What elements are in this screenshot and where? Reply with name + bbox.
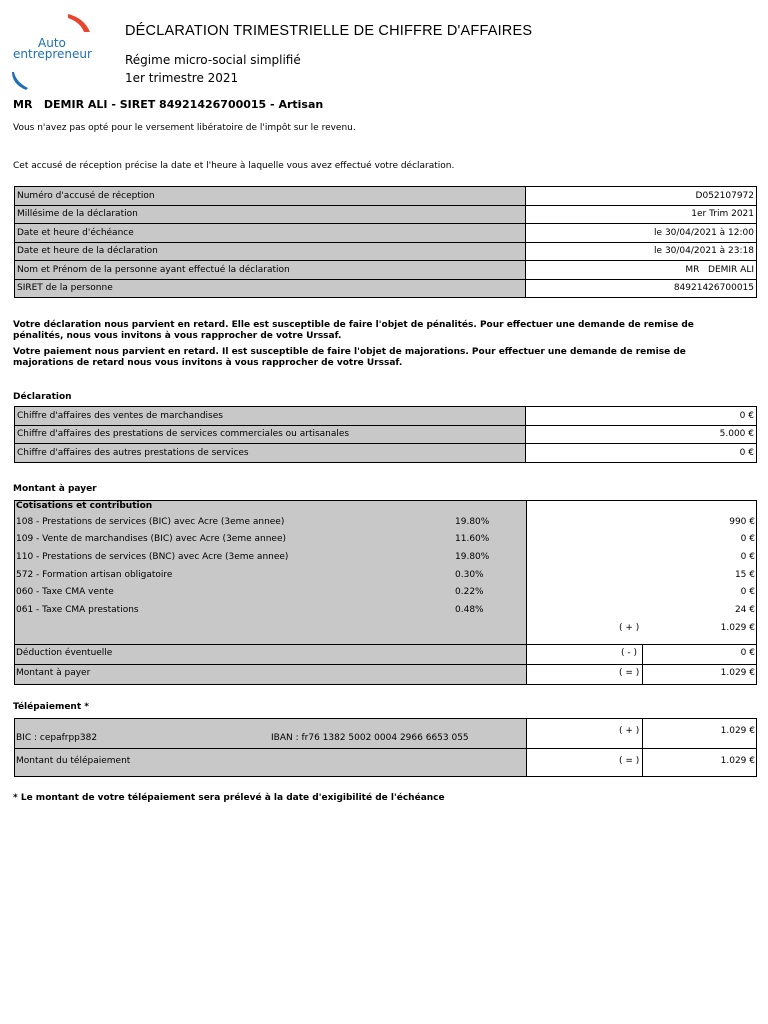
logo-text-entrepreneur: entrepreneur [13,47,92,61]
deduction-label: Déduction éventuelle [16,648,113,658]
table-row [15,205,757,224]
cotisation-value: 0 € [740,587,755,597]
cotisation-label: 060 - Taxe CMA vente [16,587,114,597]
table-row [15,242,757,261]
cotisation-value: 990 € [729,517,755,527]
deduction-value: 0 € [740,648,755,658]
total-operator: ( + ) [619,623,640,633]
info-value: le 30/04/2021 à 12:00 [526,224,757,243]
info-label: SIRET de la personne [15,279,526,298]
iban-text: IBAN : fr76 1382 5002 0004 2966 6653 055 [271,733,469,743]
table-row [15,279,757,298]
info-label: Millésime de la déclaration [15,205,526,224]
info-value: D052107972 [526,187,757,206]
table-row [15,407,757,426]
info-label: Numéro d'accusé de réception [15,187,526,206]
telepaiement-plus-value: 1.029 € [720,726,755,736]
pay-operator: ( = ) [619,668,640,678]
table-row [15,444,757,463]
info-label: Nom et Prénom de la personne ayant effectué la déclaration [15,261,526,280]
liberatoire-note: Vous n'avez pas opté pour le versement libératoire de l'impôt sur le revenu. [13,123,356,133]
table-row [15,261,757,280]
accuse-note: Cet accusé de réception précise la date et l'heure à laquelle vous avez effectué votre déclaration. [13,161,455,171]
cotisation-value: 24 € [734,605,755,615]
cotisation-label: 061 - Taxe CMA prestations [16,605,139,615]
cotisation-label: 109 - Vente de marchandises (BIC) avec Acre (3eme annee) [16,534,287,544]
document-title: DÉCLARATION TRIMESTRIELLE DE CHIFFRE D'AFFAIRES [125,23,533,39]
declaration-value: 0 € [526,407,757,426]
total-value: 1.029 € [720,623,755,633]
declaration-label: Chiffre d'affaires des ventes de marchandises [15,407,526,426]
telepaiement-eq-operator: ( = ) [619,756,640,766]
montant-section-title: Montant à payer [13,484,97,494]
declaration-section-title: Déclaration [13,392,72,402]
deduction-operator: ( - ) [621,648,637,658]
declaration-table [14,406,757,463]
pay-value: 1.029 € [720,668,755,678]
cotisation-rate: 0.30% [455,570,484,580]
table-row [15,187,757,206]
cotisation-rate: 11.60% [455,534,490,544]
telepaiement-amount-label: Montant du télépaiement [16,756,131,766]
cotisation-rate: 19.80% [455,552,490,562]
cotisation-label: 110 - Prestations de services (BNC) avec Acre (3eme annee) [16,552,289,562]
table-row [15,224,757,243]
info-label: Date et heure d'échéance [15,224,526,243]
cotisation-label: 572 - Formation artisan obligatoire [16,570,173,580]
info-value: MR DEMIR ALI [526,261,757,280]
cotisation-rate: 0.22% [455,587,484,597]
logo-text-auto: Auto [38,36,66,50]
telepaiement-eq-value: 1.029 € [720,756,755,766]
receipt-info-table [14,186,757,298]
declaration-value: 0 € [526,444,757,463]
cotisation-rate: 0.48% [455,605,484,615]
late-declaration-warning: Votre déclaration nous parvient en retard. Elle est susceptible de faire l'objet de pénalités. Pour effectuer une demande de remise de pénalités, nous vous invitons à vous rapprocher de votre Urssaf. [13,320,694,341]
declaration-label: Chiffre d'affaires des autres prestations de services [15,444,526,463]
cotisation-value: 15 € [734,570,755,580]
telepaiement-section-title: Télépaiement * [13,702,89,712]
cotisation-rate: 19.80% [455,517,490,527]
declaration-value: 5.000 € [526,425,757,444]
bic-text: BIC : cepafrpp382 [16,733,98,743]
telepaiement-footnote: * Le montant de votre télépaiement sera prélevé à la date d'exigibilité de l'échéance [13,793,445,803]
pay-label: Montant à payer [16,668,91,678]
telepaiement-plus-operator: ( + ) [619,726,640,736]
declarant-line: MR DEMIR ALI - SIRET 84921426700015 - Artisan [13,98,324,111]
declaration-label: Chiffre d'affaires des prestations de services commerciales ou artisanales [15,425,526,444]
info-value: le 30/04/2021 à 23:18 [526,242,757,261]
info-value: 84921426700015 [526,279,757,298]
pay-label-cell [14,664,527,685]
cotisations-header: Cotisations et contribution [16,501,153,511]
cotisation-value: 0 € [740,552,755,562]
late-payment-warning: Votre paiement nous parvient en retard. Il est susceptible de faire l'objet de majorations. Pour effectuer une demande de remise de majorations de retard nous vous invitons à vous rapprocher de votre Urssaf. [13,347,686,368]
cotisation-label: 108 - Prestations de services (BIC) avec Acre (3eme annee) [16,517,285,527]
cotisation-value: 0 € [740,534,755,544]
quarter-subtitle: 1er trimestre 2021 [125,71,239,85]
info-value: 1er Trim 2021 [526,205,757,224]
regime-subtitle: Régime micro-social simplifié [125,53,301,67]
table-row [15,425,757,444]
info-label: Date et heure de la déclaration [15,242,526,261]
